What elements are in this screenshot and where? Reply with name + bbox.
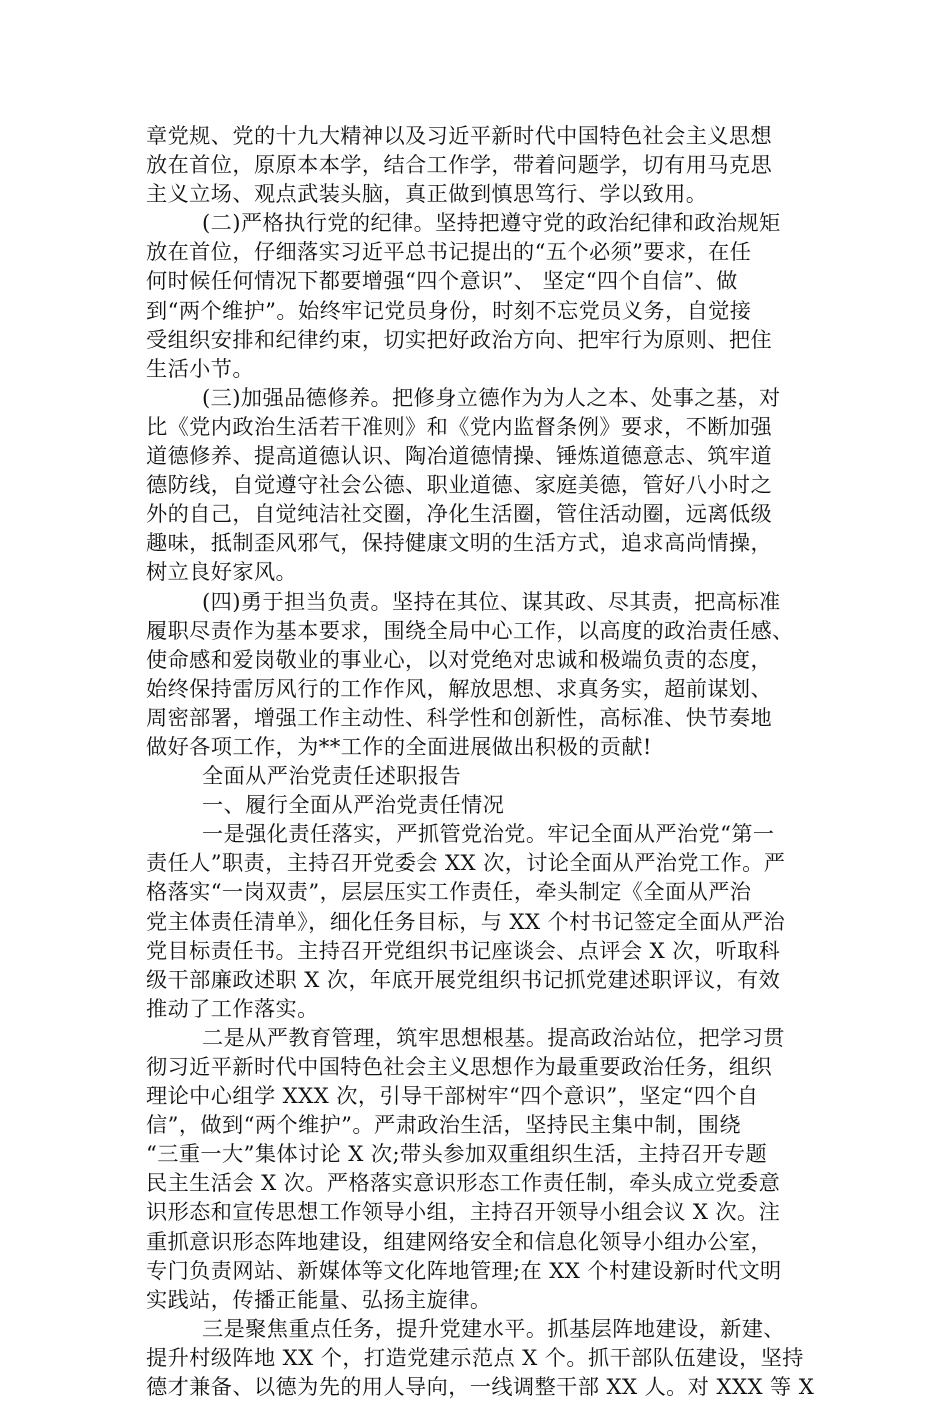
text-line: 比《党内政治生活若干准则》和《党内监督条例》要求，不断加强	[146, 413, 773, 439]
text-line: 章党规、党的十九大精神以及习近平新时代中国特色社会主义思想	[146, 123, 773, 148]
text-line: 党主体责任清单》，细化任务目标，与 XX 个村书记签定全面从严治	[146, 908, 786, 934]
text-line: 使命感和爱岗敬业的事业心，以对党绝对忠诚和极端负责的态度，	[146, 646, 773, 672]
text-line: 实践站，传播正能量、弘扬主旋律。	[146, 1286, 492, 1312]
text-line: 二是从严教育管理，筑牢思想根基。提高政治站位，把学习贯	[202, 1024, 785, 1050]
text-line: 责任人”职责，主持召开党委会 XX 次，讨论全面从严治党工作。严	[146, 850, 786, 876]
document-body	[146, 121, 826, 1401]
text-line: 放在首位，仔细落实习近平总书记提出的“五个必须”要求，在任	[146, 239, 752, 265]
text-line: 理论中心组学 XXX 次，引导干部树牢“四个意识”，坚定“四个自	[146, 1083, 759, 1109]
text-line: 推动了工作落实。	[146, 995, 319, 1021]
text-line: 外的自己，自觉纯洁社交圈，净化生活圈，管住活动圈，远离低级	[146, 501, 773, 527]
text-line: 全面从严治党责任述职报告	[202, 763, 462, 789]
text-line: 识形态和宣传思想工作领导小组，主持召开领导小组会议 X 次。注	[146, 1199, 781, 1225]
text-line: 彻习近平新时代中国特色社会主义思想作为最重要政治任务，组织	[146, 1054, 773, 1079]
text-line: 一、履行全面从严治党责任情况	[202, 792, 505, 818]
text-line: 级干部廉政述职 X 次，年底开展党组织书记抓党建述职评议，有效	[146, 966, 781, 992]
text-line: 何时候任何情况下都要增强“四个意识”、 坚定“四个自信”、做	[146, 268, 738, 294]
text-line: 树立良好家风。	[146, 559, 298, 585]
text-line: 主义立场、观点武装头脑，真正做到慎思笃行、学以致用。	[146, 181, 708, 207]
text-line: 做好各项工作，为**工作的全面进展做出积极的贡献!	[146, 733, 652, 759]
text-line: (四)勇于担当负责。坚持在其位、谋其政、尽其责，把高标准	[202, 588, 781, 614]
text-line: 三是聚焦重点任务，提升党建水平。抓基层阵地建设，新建、	[202, 1315, 785, 1341]
text-line: 道德修养、提高道德认识、陶冶道德情操、锤炼道德意志、筑牢道	[146, 443, 773, 469]
text-line: 民主生活会 X 次。严格落实意识形态工作责任制，牵头成立党委意	[146, 1170, 781, 1196]
text-line: 专门负责网站、新媒体等文化阵地管理;在 XX 个村建设新时代文明	[146, 1257, 782, 1283]
text-line: 信”，做到“两个维护”。严肃政治生活，坚持民主集中制，围绕	[146, 1112, 741, 1138]
text-line: “三重一大”集体讨论 X 次;带头参加双重组织生活，主持召开专题	[146, 1141, 768, 1167]
text-line: 德才兼备、以德为先的用人导向，一线调整干部 XX 人。对 XXX 等 X	[146, 1374, 815, 1400]
text-line: 趣味，抵制歪风邪气，保持健康文明的生活方式，追求高尚情操，	[146, 530, 773, 556]
text-line: 一是强化责任落实，严抓管党治党。牢记全面从严治党“第一	[202, 821, 775, 847]
text-line: 受组织安排和纪律约束，切实把好政治方向、把牢行为原则、把住	[146, 326, 773, 352]
text-line: (三)加强品德修养。把修身立德作为为人之本、处事之基，对	[202, 384, 781, 410]
text-line: 德防线，自觉遵守社会公德、职业道德、家庭美德，管好八小时之	[146, 472, 773, 498]
text-line: 格落实“一岗双责”，层层压实工作责任，牵头制定《全面从严治	[146, 879, 752, 905]
text-line: 提升村级阵地 XX 个，打造党建示范点 X 个。抓干部队伍建设，坚持	[146, 1344, 804, 1370]
text-line: 生活小节。	[146, 355, 254, 381]
text-line: 始终保持雷厉风行的工作作风，解放思想、求真务实，超前谋划、	[146, 675, 773, 701]
text-line: 放在首位，原原本本学，结合工作学，带着问题学，切有用马克思	[146, 152, 773, 178]
text-line: 到“两个维护”。始终牢记党员身份，时刻不忘党员义务，自觉接	[146, 297, 752, 323]
text-line: (二)严格执行党的纪律。坚持把遵守党的政治纪律和政治规矩	[202, 210, 781, 236]
text-line: 党目标责任书。主持召开党组织书记座谈会、点评会 X 次，听取科	[146, 937, 781, 963]
text-line: 重抓意识形态阵地建设，组建网络安全和信息化领导小组办公室，	[146, 1228, 773, 1254]
text-line: 履职尽责作为基本要求，围绕全局中心工作，以高度的政治责任感、	[146, 617, 794, 643]
text-line: 周密部署，增强工作主动性、科学性和创新性，高标准、快节奏地	[146, 704, 773, 730]
